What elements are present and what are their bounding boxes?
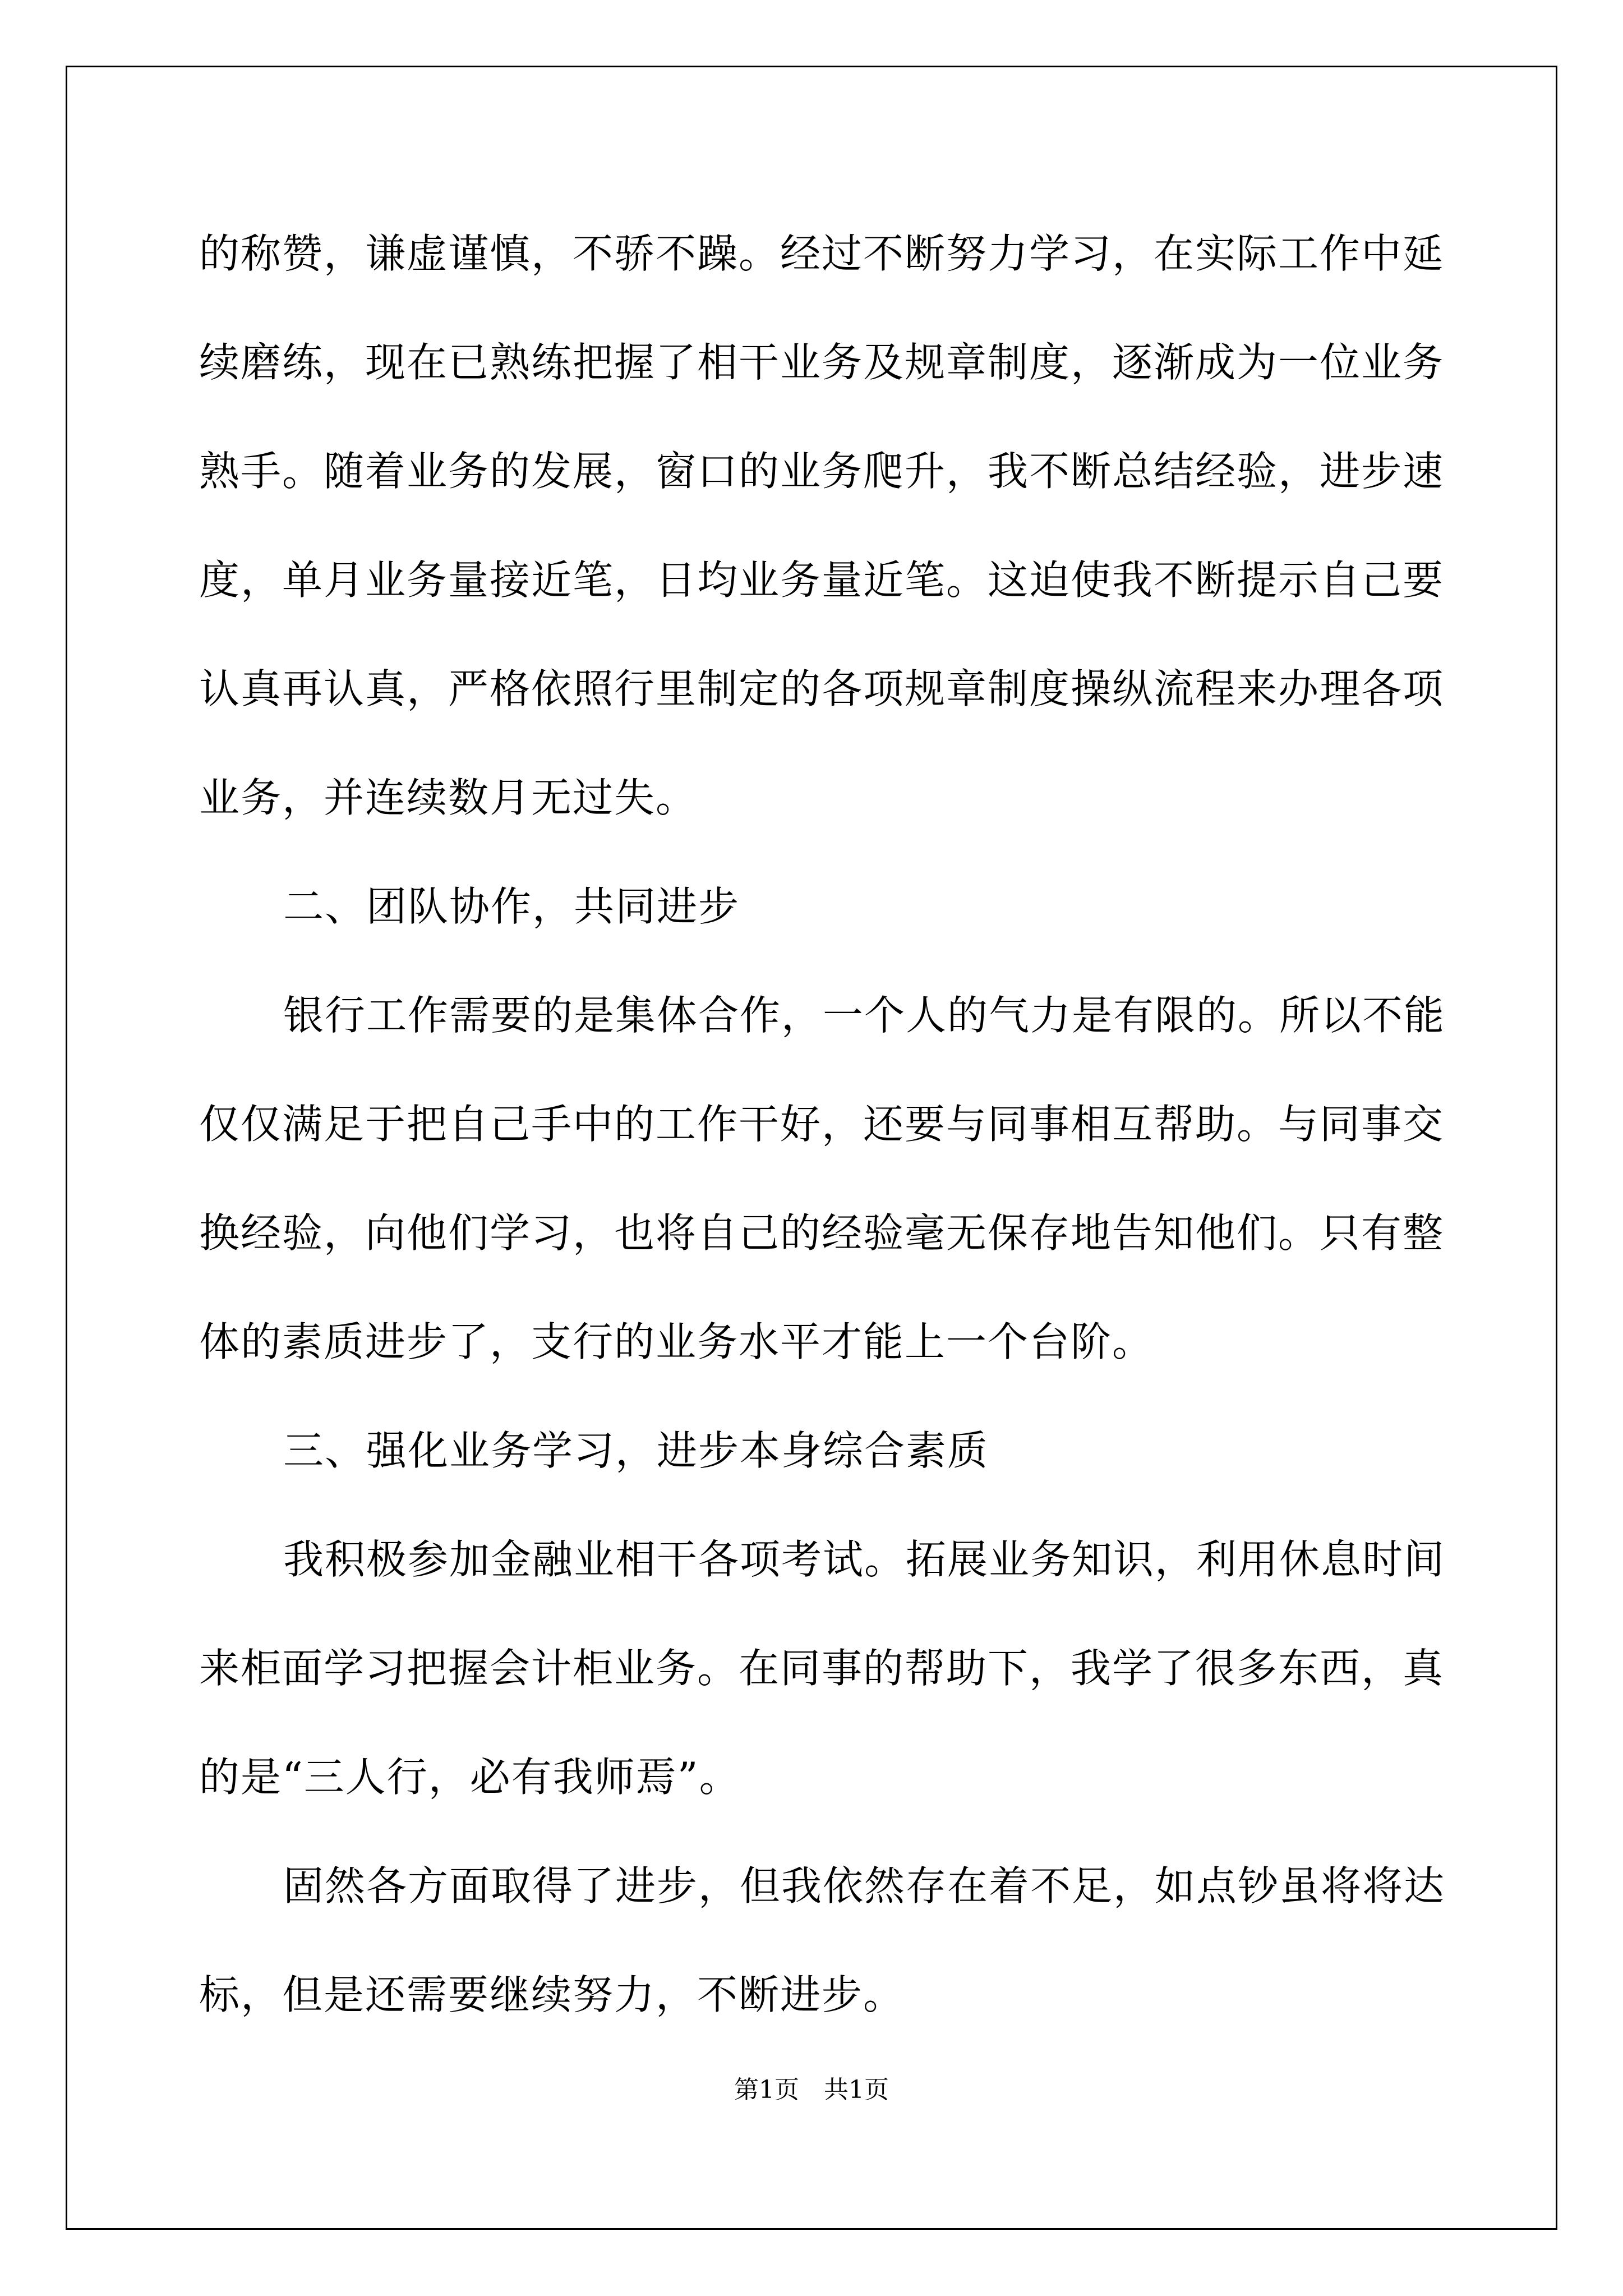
section-heading: 二、团队协作，共同进步 bbox=[283, 883, 740, 930]
text-line: 熟手。随着业务的发展，窗口的业务爬升，我不断总结经验，进步速 bbox=[199, 448, 1445, 495]
text-line: 我积极参加金融业相干各项考试。拓展业务知识，利用休息时间 bbox=[283, 1536, 1446, 1583]
text-line: 仅仅满足于把自己手中的工作干好，还要与同事相互帮助。与同事交 bbox=[199, 1101, 1445, 1148]
text-line: 认真再认真，严格依照行里制定的各项规章制度操纵流程来办理各项 bbox=[199, 665, 1445, 712]
section-heading: 三、强化业务学习，进步本身综合素质 bbox=[283, 1427, 989, 1474]
text-line: 度，单月业务量接近笔，日均业务量近笔。这迫使我不断提示自己要 bbox=[199, 556, 1445, 604]
text-line: 的称赞，谦虚谨慎，不骄不躁。经过不断努力学习，在实际工作中延 bbox=[199, 230, 1445, 277]
text-line: 的是“三人行，必有我师焉”。 bbox=[199, 1754, 741, 1801]
text-line: 来柜面学习把握会计柜业务。在同事的帮助下，我学了很多东西，真 bbox=[199, 1645, 1445, 1692]
text-line: 银行工作需要的是集体合作，一个人的气力是有限的。所以不能 bbox=[283, 992, 1446, 1039]
page-footer: 第1页 共1页 bbox=[734, 2076, 889, 2104]
text-line: 续磨练，现在已熟练把握了相干业务及规章制度，逐渐成为一位业务 bbox=[199, 339, 1445, 386]
text-line: 固然各方面取得了进步，但我依然存在着不足，如点钞虽将将达 bbox=[283, 1862, 1446, 1910]
text-line: 体的素质进步了，支行的业务水平才能上一个台阶。 bbox=[199, 1318, 1154, 1365]
text-line: 标，但是还需要继续努力，不断进步。 bbox=[199, 1971, 905, 2018]
text-line: 换经验，向他们学习，也将自己的经验毫无保存地告知他们。只有整 bbox=[199, 1209, 1445, 1257]
document-body bbox=[199, 214, 1446, 2064]
text-line: 业务，并连续数月无过失。 bbox=[199, 774, 698, 821]
